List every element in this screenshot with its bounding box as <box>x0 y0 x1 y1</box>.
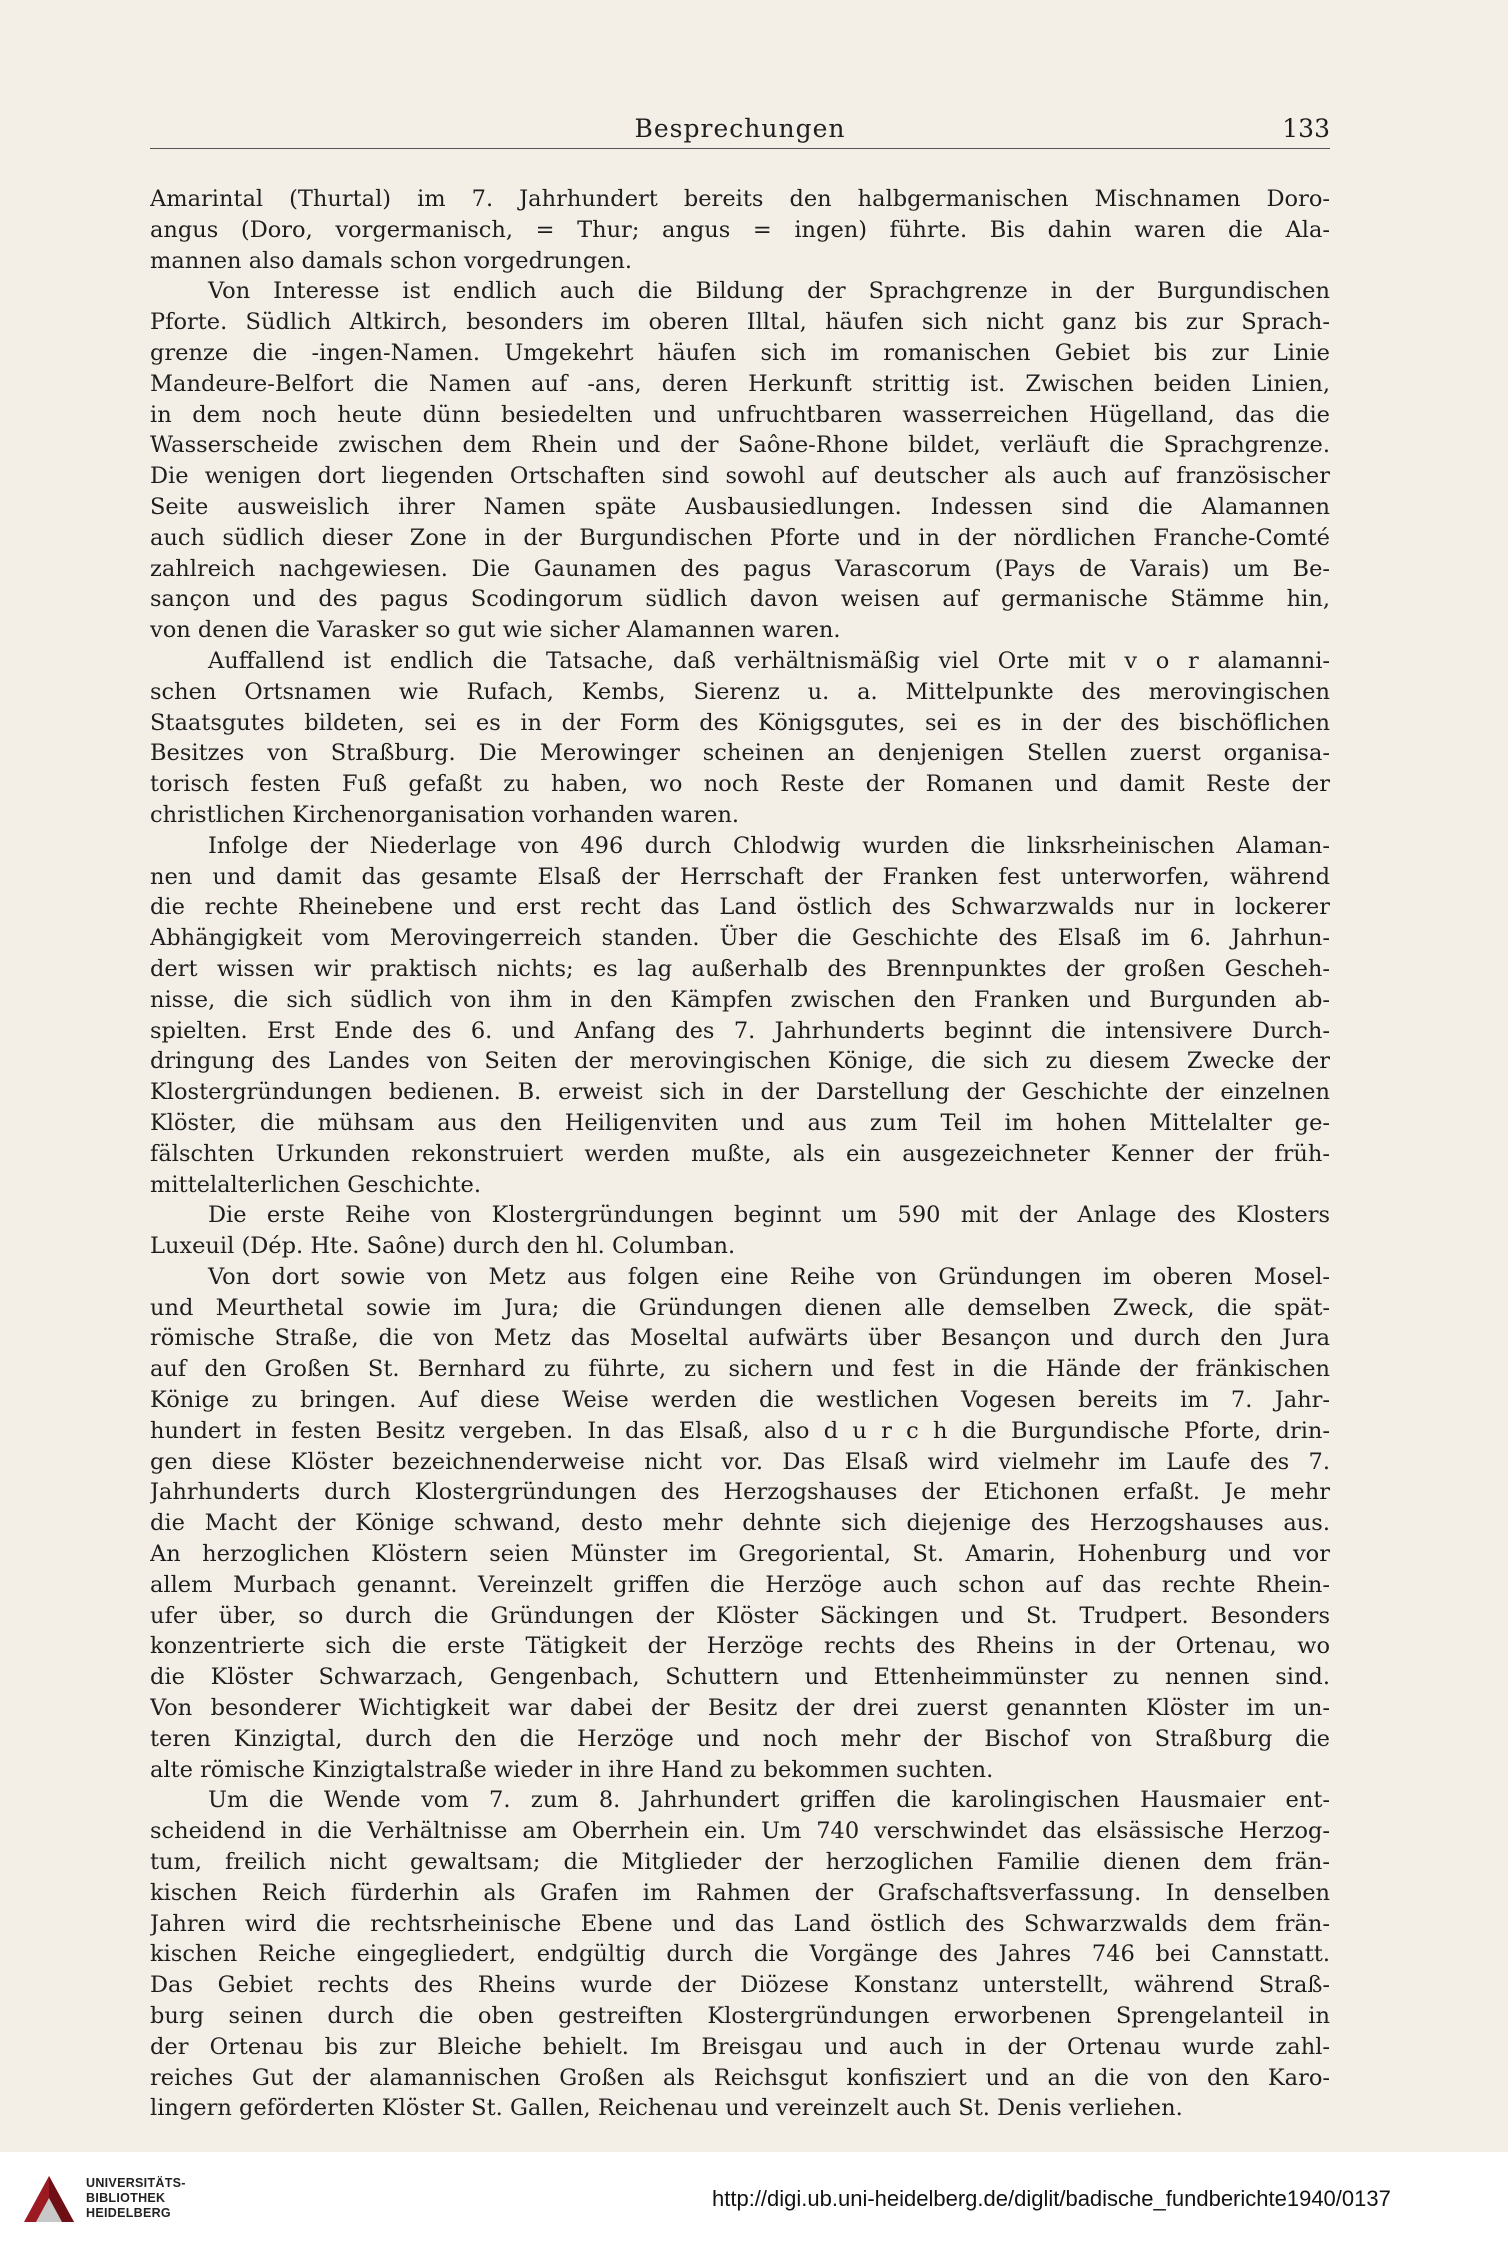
text-line: ufer über, so durch die Gründungen der Klöster Säckingen und St. Trudpert. Besonders <box>150 1602 1330 1629</box>
text-line: nen und damit das gesamte Elsaß der Herrschaft der Franken fest unterworfen, während <box>150 863 1330 890</box>
body-text <box>150 184 1330 2124</box>
text-line: alte römische Kinzigtalstraße wieder in ihre Hand zu bekommen suchten. <box>150 1756 994 1783</box>
footer-bar <box>0 2152 1508 2244</box>
text-line: Wasserscheide zwischen dem Rhein und der Saône-Rhone bildet, verläuft die Sprachgrenze. <box>150 432 1330 459</box>
text-line: Klöster, die mühsam aus den Heiligenviten und aus zum Teil im hohen Mittelalter ge- <box>150 1109 1330 1136</box>
university-library-logo-icon <box>20 2172 78 2224</box>
text-line: Um die Wende vom 7. zum 8. Jahrhundert griffen die karolingischen Hausmaier ent- <box>208 1787 1330 1814</box>
text-line: in dem noch heute dünn besiedelten und unfruchtbaren wasserreichen Hügelland, das die <box>150 401 1330 428</box>
text-line: die rechte Rheinebene und erst recht das Land östlich des Schwarzwalds nur in lockerer <box>150 894 1330 921</box>
text-line: tum, freilich nicht gewaltsam; die Mitglieder der herzoglichen Familie dienen dem frän- <box>150 1849 1330 1876</box>
text-line: mittelalterlichen Geschichte. <box>150 1171 482 1198</box>
text-line: auch südlich dieser Zone in der Burgundischen Pforte und in der nördlichen Franche-Comté <box>150 524 1330 551</box>
text-line: Auffallend ist endlich die Tatsache, daß verhältnismäßig viel Orte mit v o r alamanni- <box>208 647 1330 674</box>
paragraph <box>150 646 1330 831</box>
text-line: gen diese Klöster bezeichnenderweise nicht vor. Das Elsaß wird vielmehr im Laufe des 7. <box>150 1448 1330 1475</box>
logo-line-2: BIBLIOTHEK <box>86 2191 166 2205</box>
text-line: der Ortenau bis zur Bleiche behielt. Im Breisgau und auch in der Ortenau wurde zahl- <box>150 2033 1330 2060</box>
text-line: grenze die -ingen-Namen. Umgekehrt häufen sich im romanischen Gebiet bis zur Linie <box>150 339 1330 366</box>
text-line: kischen Reiche eingegliedert, endgültig durch die Vorgänge des Jahres 746 bei Cannstatt. <box>150 1941 1330 1968</box>
text-line: die Macht der Könige schwand, desto mehr dehnte sich diejenige des Herzogshauses aus. <box>150 1510 1330 1537</box>
paragraph <box>150 831 1330 1201</box>
running-header <box>150 108 1330 149</box>
text-line: teren Kinzigtal, durch den die Herzöge und noch mehr der Bischof von Straßburg die <box>150 1725 1330 1752</box>
text-line: Abhängigkeit vom Merovingerreich standen. Über die Geschichte des Elsaß im 6. Jahrhun- <box>150 925 1330 952</box>
paragraph <box>150 184 1330 276</box>
text-line: Jahrhunderts durch Klostergründungen des Herzogshauses der Etichonen erfaßt. Je mehr <box>150 1479 1330 1506</box>
text-line: Pforte. Südlich Altkirch, besonders im oberen Illtal, häufen sich nicht ganz bis zur Sprach- <box>150 309 1330 336</box>
text-line: reiches Gut der alamannischen Großen als Reichsgut konfisziert und an die von den Karo- <box>150 2064 1330 2091</box>
text-line: Die wenigen dort liegenden Ortschaften sind sowohl auf deutscher als auch auf französischer <box>150 463 1330 490</box>
text-line: Seite ausweislich ihrer Namen späte Ausbausiedlungen. Indessen sind die Alamannen <box>150 493 1330 520</box>
text-line: Von dort sowie von Metz aus folgen eine Reihe von Gründungen im oberen Mosel- <box>208 1263 1330 1290</box>
paragraph <box>150 1262 1330 1786</box>
text-line: fälschten Urkunden rekonstruiert werden mußte, als ein ausgezeichneter Kenner der früh- <box>150 1140 1330 1167</box>
text-line: Infolge der Niederlage von 496 durch Chlodwig wurden die linksrheinischen Alaman- <box>208 832 1330 859</box>
library-logo-text <box>86 2176 186 2221</box>
paragraph <box>150 1200 1330 1262</box>
page-title: Besprechungen <box>634 114 846 143</box>
text-line: Von Interesse ist endlich auch die Bildung der Sprachgrenze in der Burgundischen <box>208 278 1330 305</box>
logo-line-1: UNIVERSITÄTS- <box>86 2176 186 2190</box>
page-number: 133 <box>1282 114 1330 143</box>
text-line: Die erste Reihe von Klostergründungen beginnt um 590 mit der Anlage des Klosters <box>208 1202 1330 1229</box>
text-line: Jahren wird die rechtsrheinische Ebene und das Land östlich des Schwarzwalds dem frän- <box>150 1910 1330 1937</box>
text-line: auf den Großen St. Bernhard zu führte, zu sichern und fest in die Hände der fränkischen <box>150 1356 1330 1383</box>
text-line: christlichen Kirchenorganisation vorhanden waren. <box>150 801 740 828</box>
text-line: allem Murbach genannt. Vereinzelt griffen die Herzöge auch schon auf das rechte Rhein- <box>150 1571 1330 1598</box>
text-line: angus (Doro, vorgermanisch, = Thur; angus = ingen) führte. Bis dahin waren die Ala- <box>150 216 1330 243</box>
text-line: spielten. Erst Ende des 6. und Anfang des 7. Jahrhunderts beginnt die intensivere Durch- <box>150 1017 1330 1044</box>
text-line: dringung des Landes von Seiten der merovingischen Könige, die sich zu diesem Zwecke der <box>150 1048 1330 1075</box>
text-line: Besitzes von Straßburg. Die Merowinger scheinen an denjenigen Stellen zuerst organisa- <box>150 740 1330 767</box>
paragraph <box>150 276 1330 646</box>
text-line: Staatsgutes bildeten, sei es in der Form des Königsgutes, sei es in der des bischöflichen <box>150 709 1330 736</box>
text-line: römische Straße, die von Metz das Moseltal aufwärts über Besançon und durch den Jura <box>150 1325 1330 1352</box>
source-url-link[interactable]: http://digi.ub.uni-heidelberg.de/diglit/badische_fundberichte1940/0137 <box>712 2186 1391 2211</box>
text-line: An herzoglichen Klöstern seien Münster im Gregoriental, St. Amarin, Hohenburg und vor <box>150 1541 1330 1568</box>
text-line: Mandeure-Belfort die Namen auf -ans, deren Herkunft strittig ist. Zwischen beiden Linien, <box>150 370 1330 397</box>
text-line: und Meurthetal sowie im Jura; die Gründungen dienen alle demselben Zweck, die spät- <box>150 1294 1330 1321</box>
paragraph <box>150 1785 1330 2124</box>
text-line: Luxeuil (Dép. Hte. Saône) durch den hl. Columban. <box>150 1233 736 1260</box>
text-line: dert wissen wir praktisch nichts; es lag außerhalb des Brennpunktes der großen Gescheh- <box>150 955 1330 982</box>
text-line: lingern geförderten Klöster St. Gallen, Reichenau und vereinzelt auch St. Denis verliehen. <box>150 2095 1183 2122</box>
text-line: Das Gebiet rechts des Rheins wurde der Diözese Konstanz unterstellt, während Straß- <box>150 1972 1330 1999</box>
text-line: die Klöster Schwarzach, Gengenbach, Schuttern und Ettenheimmünster zu nennen sind. <box>150 1664 1330 1691</box>
text-line: burg seinen durch die oben gestreiften Klostergründungen erworbenen Sprengelanteil in <box>150 2003 1330 2030</box>
text-line: Könige zu bringen. Auf diese Weise werden die westlichen Vogesen bereits im 7. Jahr- <box>150 1387 1330 1414</box>
text-line: schen Ortsnamen wie Rufach, Kembs, Sierenz u. a. Mittelpunkte des merovingischen <box>150 678 1330 705</box>
text-line: konzentrierte sich die erste Tätigkeit der Herzöge rechts des Rheins in der Ortenau, wo <box>150 1633 1330 1660</box>
text-line: mannen also damals schon vorgedrungen. <box>150 247 633 274</box>
text-line: Amarintal (Thurtal) im 7. Jahrhundert bereits den halbgermanischen Mischnamen Doro- <box>150 186 1330 212</box>
text-line: hundert in festen Besitz vergeben. In das Elsaß, also d u r c h die Burgundische Pforte, drin- <box>150 1417 1330 1444</box>
logo-line-3: HEIDELBERG <box>86 2206 171 2220</box>
text-line: Klostergründungen bedienen. B. erweist sich in der Darstellung der Geschichte der einzelnen <box>150 1079 1330 1106</box>
text-line: Von besonderer Wichtigkeit war dabei der Besitz der drei zuerst genannten Klöster im un- <box>150 1695 1330 1722</box>
text-line: kischen Reich fürderhin als Grafen im Rahmen der Grafschaftsverfassung. In denselben <box>150 1879 1330 1906</box>
text-line: zahlreich nachgewiesen. Die Gaunamen des pagus Varascorum (Pays de Varais) um Be- <box>150 555 1330 582</box>
text-line: scheidend in die Verhältnisse am Oberrhein ein. Um 740 verschwindet das elsässische Herzog- <box>150 1818 1330 1845</box>
text-line: nisse, die sich südlich von ihm in den Kämpfen zwischen den Franken und Burgunden ab- <box>150 986 1330 1013</box>
text-line: von denen die Varasker so gut wie sicher Alamannen waren. <box>150 617 841 644</box>
text-line: sançon und des pagus Scodingorum südlich davon weisen auf germanische Stämme hin, <box>150 586 1330 613</box>
text-line: torisch festen Fuß gefaßt zu haben, wo noch Reste der Romanen und damit Reste der <box>150 771 1330 798</box>
